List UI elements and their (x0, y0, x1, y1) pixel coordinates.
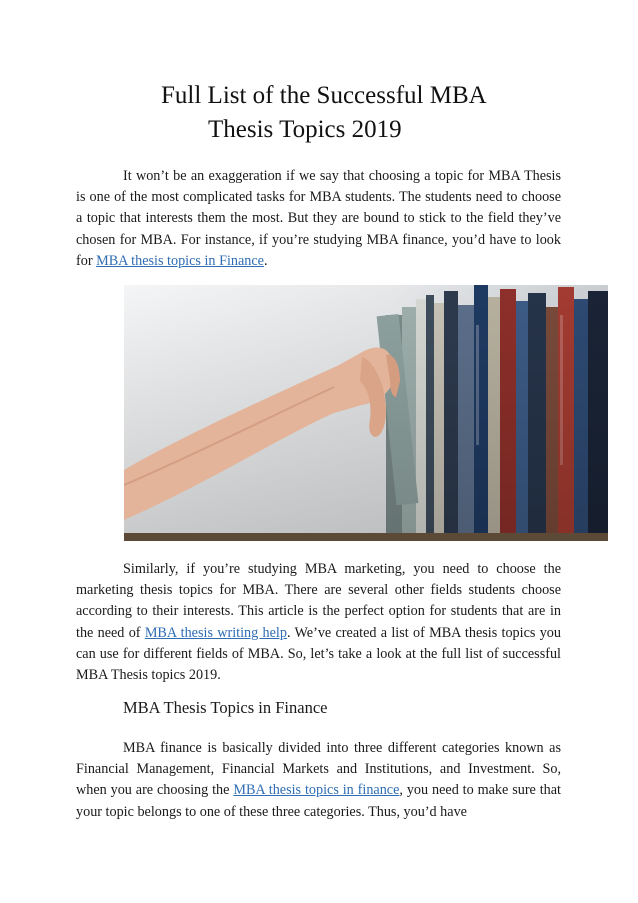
bookshelf-hand-photo-icon (124, 285, 608, 541)
title-line-1: Full List of the Successful MBA (161, 82, 487, 109)
finance-paragraph (76, 738, 561, 823)
finance-paragraph-end: , you need to make sure that your topic belongs to one of these three categories. Thus, you’d have (76, 782, 561, 820)
intro-paragraph-text: It won’t be an exaggeration if we say that choosing a topic for MBA Thesis is one of the most complicated tasks for MBA students. The students need to choose a topic that interests them the most. But they are bound to stick to the field they’ve chosen for MBA. For instance, if you’re studying MBA finance, you’d have to look for (76, 168, 561, 269)
finance-topics-link-2[interactable]: MBA thesis topics in finance (233, 782, 400, 799)
marketing-paragraph (76, 559, 561, 686)
intro-paragraph-end: . (263, 252, 268, 269)
marketing-paragraph-text: Similarly, if you’re studying MBA marketing, you need to choose the marketing thesis topics for MBA. There are several other fields students choose according to their interests. This article is the perfect option for students that are in the need of (76, 561, 561, 641)
bookshelf-photo (124, 285, 608, 541)
intro-paragraph (76, 166, 561, 272)
marketing-paragraph-end: . We’ve created a list of MBA thesis topics you can use for different fields of MBA. So, let’s take a look at the full list of successful MBA Thesis topics 2019. (76, 624, 561, 684)
section-heading-finance: MBA Thesis Topics in Finance (123, 698, 328, 717)
finance-topics-link[interactable]: MBA thesis topics in Finance (96, 252, 264, 269)
finance-paragraph-text: MBA finance is basically divided into three different categories known as Financial Management, Financial Markets and Institutions, and Investment. So, when you are choosing the (76, 740, 561, 799)
title-line-2: Thesis Topics 2019 (208, 116, 402, 143)
writing-help-link[interactable]: MBA thesis writing help (144, 624, 287, 641)
